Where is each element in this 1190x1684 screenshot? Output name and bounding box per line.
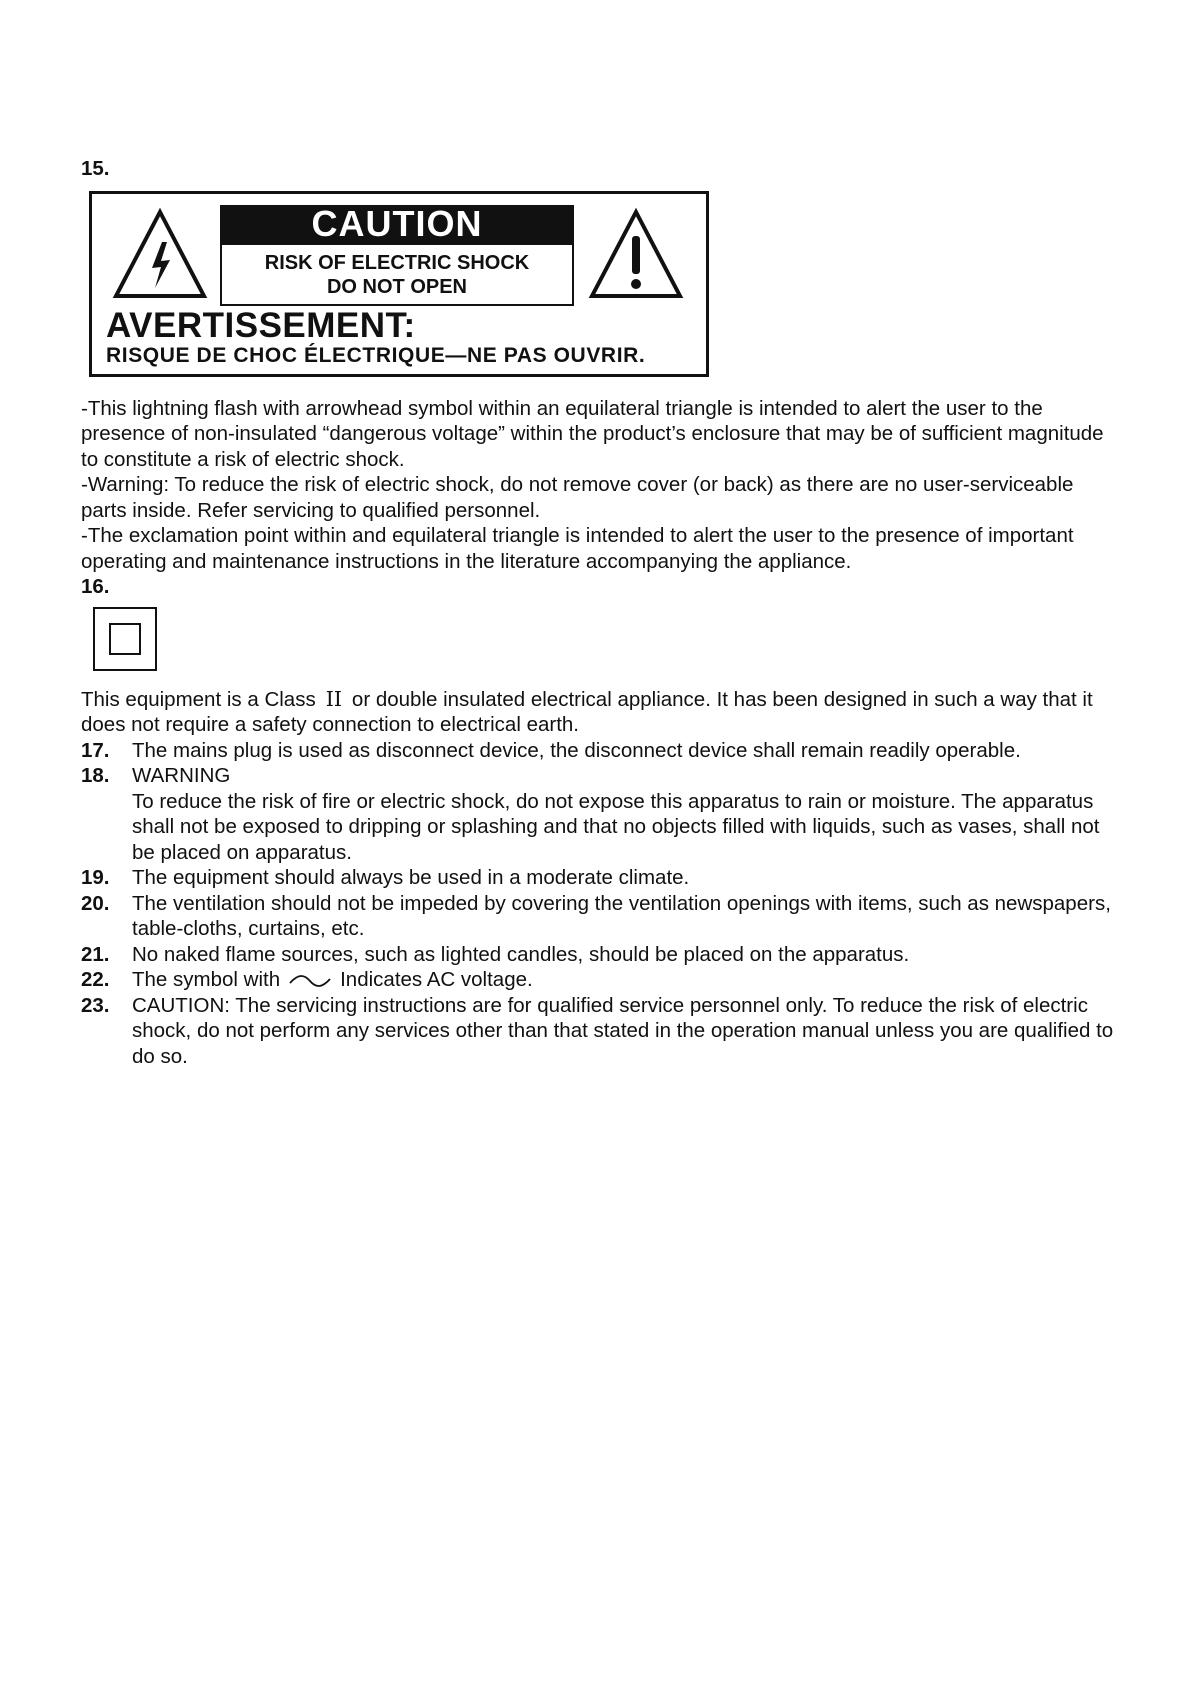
item-number: 19. [81,866,110,889]
item-text-after: Indicates AC voltage. [340,968,533,991]
item-text: The ventilation should not be impeded by covering the ventilation openings with items, such as newspapers, table-cloths, curtains, etc. [132,891,1111,940]
item-text-before: The symbol with [132,968,281,991]
lightning-triangle-icon [112,208,208,300]
item-number: 23. [81,993,110,1017]
item-number: 18. [81,764,110,787]
caution-title: CAUTION [220,205,574,243]
class-ii-paragraph [81,687,1121,738]
item-text: The mains plug is used as disconnect device, the disconnect device shall remain readily operable. [132,738,1021,762]
caution-line-2: DO NOT OPEN [326,275,467,298]
ac-voltage-icon [288,974,332,988]
exclamation-paragraph: -The exclamation point within and equilateral triangle is intended to alert the user to the presence of important operating and maintenance instructions in the literature accompanying the appliance. [81,524,1074,573]
class-ii-double-square-icon [93,607,157,671]
list-item [81,891,1121,942]
item-text: The equipment should always be used in a moderate climate. [132,866,690,889]
item-text: CAUTION: The servicing instructions are for qualified service personnel only. To reduce the risk of electric shock, do not perform any services other than that stated in the operation manual unless you are qualified to do so. [132,993,1114,1068]
section-16-number: 16. [81,575,110,598]
list-item [81,967,1121,993]
class-ii-text-before: This equipment is a Class [81,687,316,711]
list-item [81,763,1121,865]
avertissement-title: AVERTISSEMENT: [106,305,416,345]
item-number: 17. [81,738,110,762]
item-text: No naked flame sources, such as lighted candles, should be placed on the apparatus. [132,942,910,966]
avertissement-subtitle: RISQUE DE CHOC ÉLECTRIQUE—NE PAS OUVRIR. [106,343,646,367]
warning-paragraph: -Warning: To reduce the risk of electric shock, do not remove cover (or back) as there are no user-serviceable parts inside. Refer servicing to qualified personnel. [81,473,1074,522]
document-page [81,156,1121,1069]
exclamation-triangle-icon [588,208,684,300]
caution-subtitle [220,243,574,306]
caution-label [89,191,709,377]
list-item [81,993,1121,1070]
class-ii-text-after: or double insulated electrical appliance. It has been designed in such a way that it does not require a safety connection to electrical earth. [81,687,1093,736]
item-number: 20. [81,891,110,915]
list-item [81,865,1121,891]
item-text: To reduce the risk of fire or electric shock, do not expose this apparatus to rain or moisture. The apparatus shall not be exposed to dripping or splashing and that no objects filled with liquids, such as vases, shall not be placed on apparatus. [132,789,1100,864]
item-title: WARNING [132,764,231,787]
section-15-number: 15. [81,157,110,180]
item-number: 22. [81,968,110,991]
class-ii-roman: II [325,686,342,711]
lightning-symbol-paragraph: -This lightning flash with arrowhead symbol within an equilateral triangle is intended to alert the user to the presence of non-insulated “dangerous voltage” within the product’s enclosure that may be of sufficient magnitude to constitute a risk of electric shock. [81,396,1104,471]
item-number: 21. [81,942,110,966]
caution-line-1: RISK OF ELECTRIC SHOCK [264,251,530,274]
numbered-list [81,738,1121,1070]
list-item [81,942,1121,968]
list-item [81,738,1121,764]
